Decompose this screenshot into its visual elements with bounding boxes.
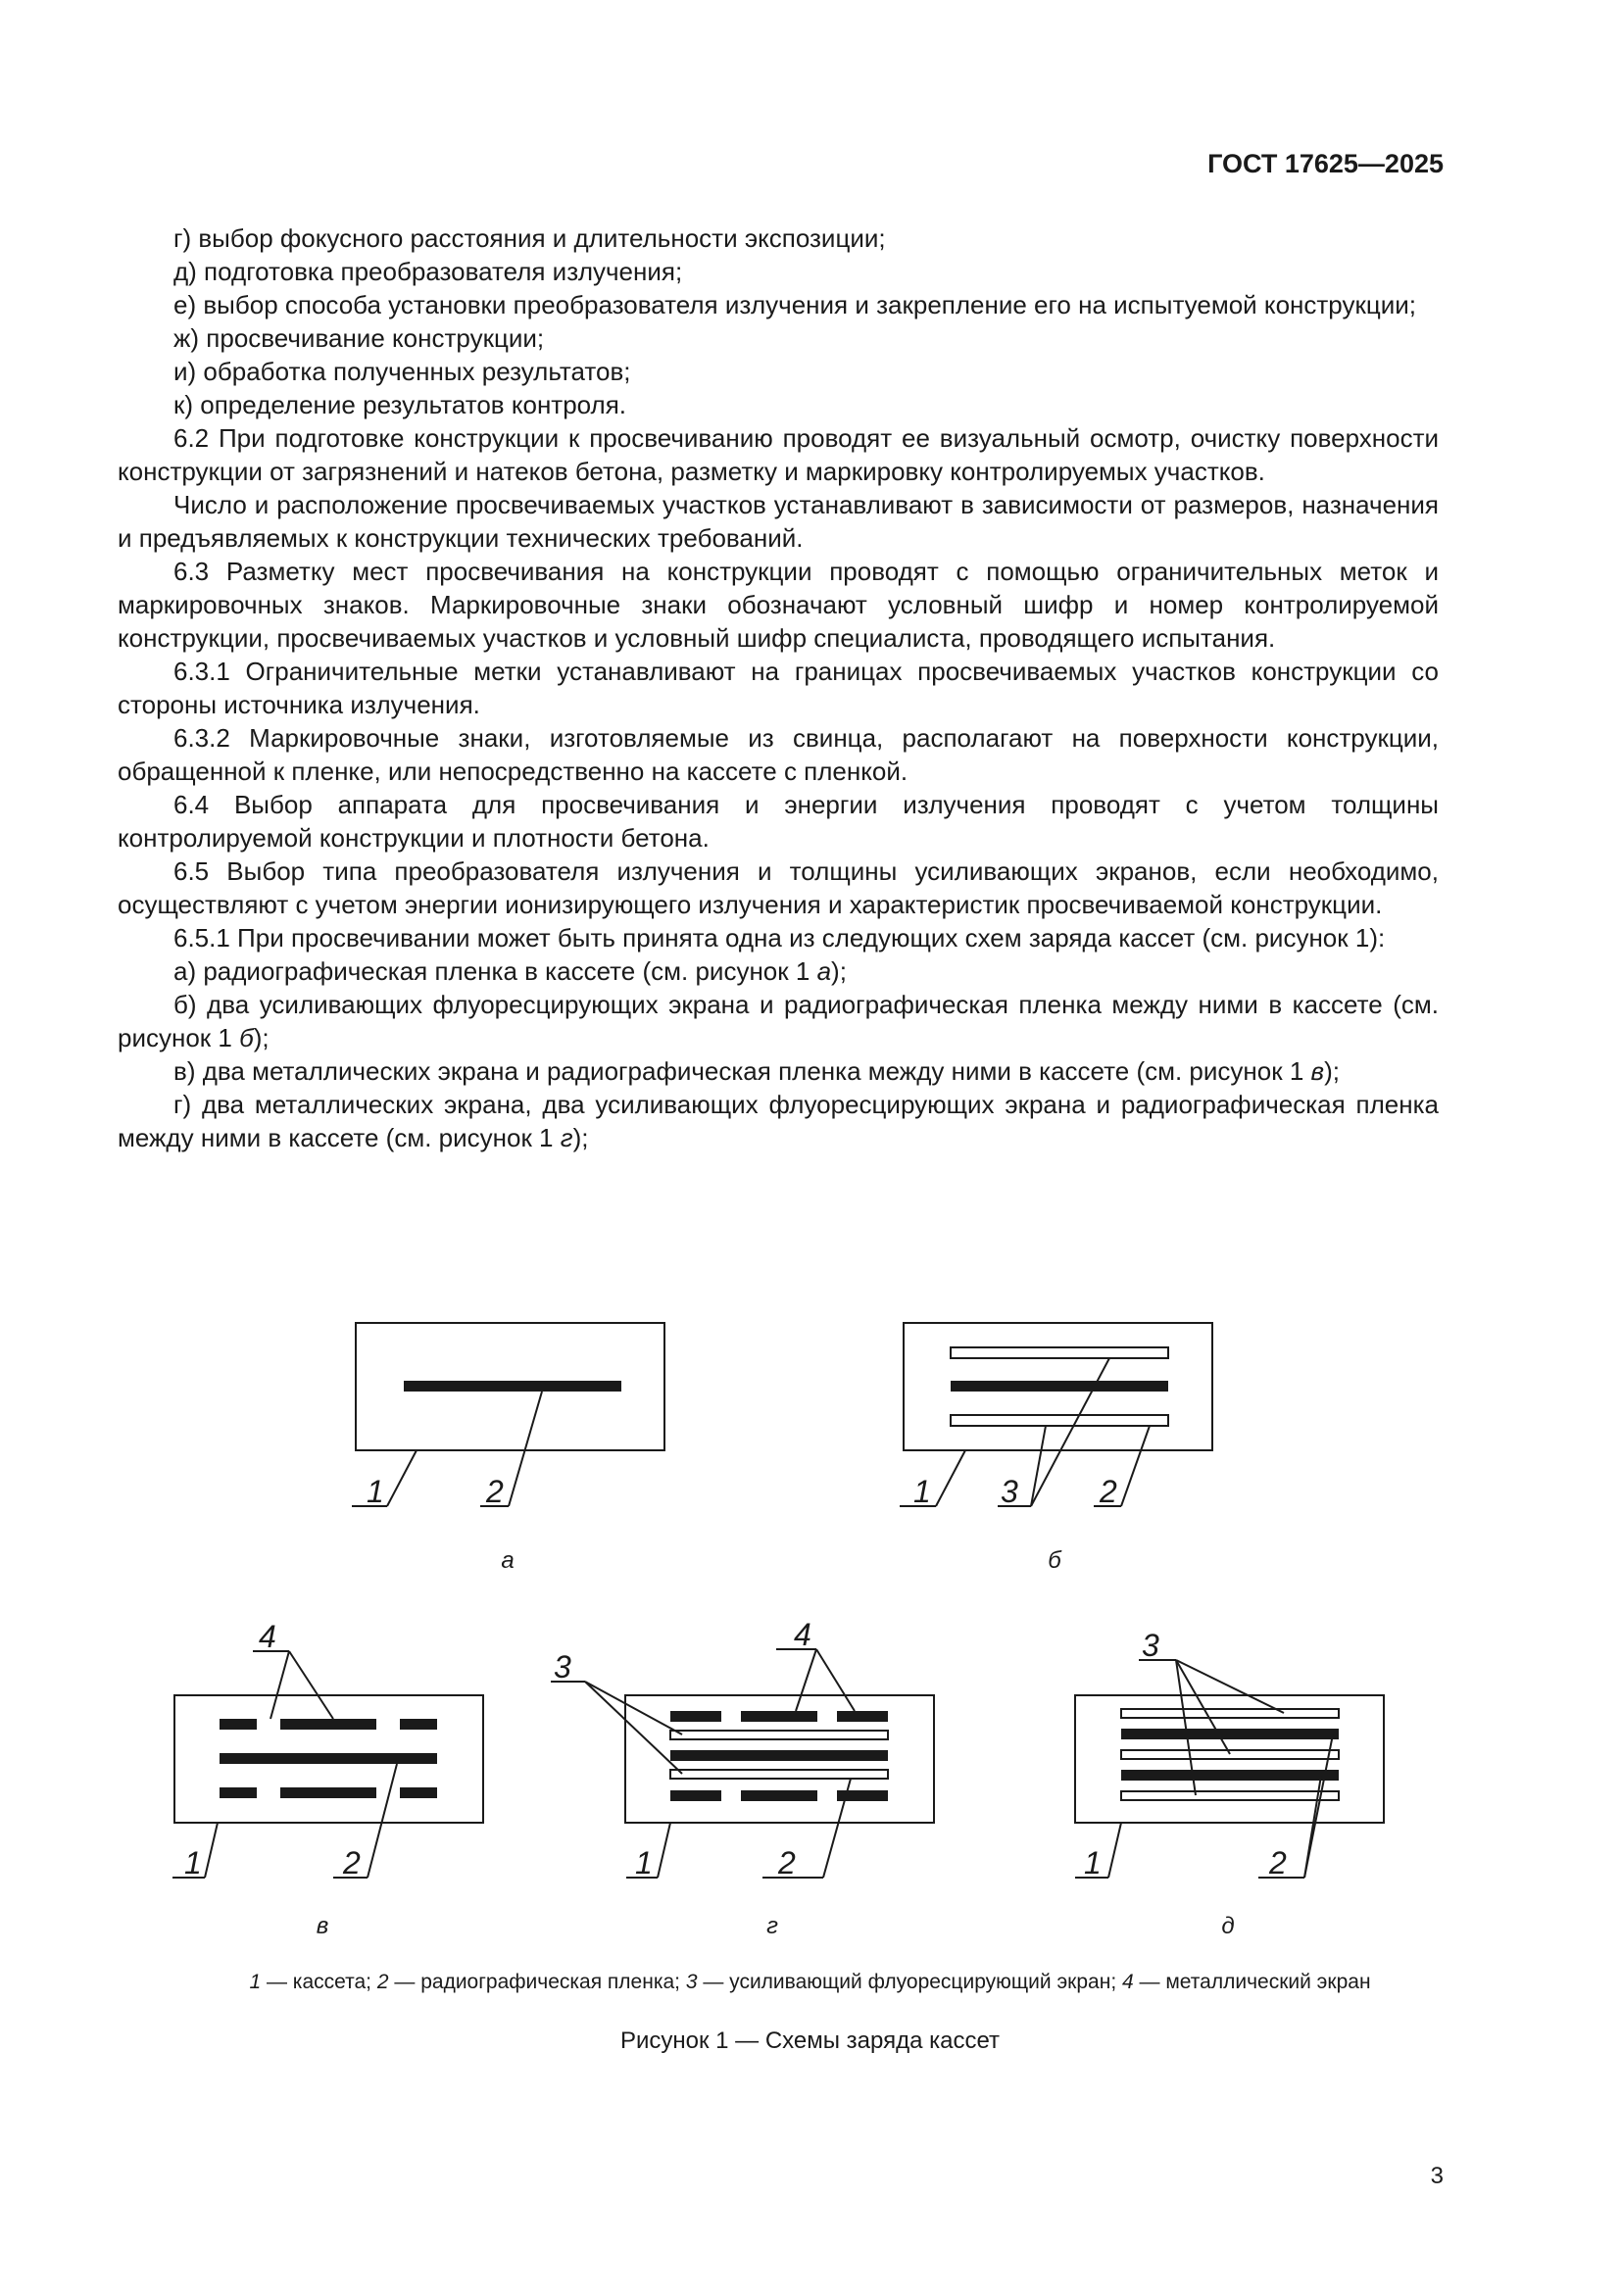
body-text [118,221,1439,1154]
sublabel-d: д [1221,1913,1235,1939]
leader-line [289,1651,333,1719]
metal-screen-segment [670,1711,721,1722]
label-cassette: 1 [913,1474,931,1509]
leader-line [368,1764,397,1878]
list-item-tail: ); [831,956,847,986]
diagram-v [172,1651,483,1878]
leader-line [658,1823,670,1878]
paragraph: 6.2 При подготовке конструкции к просвечиванию проводят ее визуальный осмотр, очистку поверхности конструкции от загрязнений и натеков бетона, разметку и маркировку контролируемых участков. [118,423,1439,486]
film-strip [670,1750,888,1761]
list-item-text: в) два металлических экрана и радиографическая пленка между ними в кассете (см. рисунок 1 [173,1056,1311,1086]
film-strip [404,1381,621,1392]
film-strip [1121,1729,1339,1739]
leader-line [1176,1660,1230,1754]
diagram-d [1075,1660,1384,1878]
leader-line [585,1682,682,1734]
legend-number: 3 [685,1971,698,1993]
leader-line [270,1651,289,1719]
cassette-outline [174,1695,483,1823]
paragraph: е) выбор способа установки преобразователя излучения и закрепление его на испытуемой конструкции; [173,290,1416,319]
list-item [118,954,1439,988]
metal-screen-segment [220,1787,257,1798]
paragraph: ж) просвечивание конструкции; [173,323,545,353]
leader-line [1304,1734,1333,1878]
metal-screen-segment [670,1790,721,1801]
metal-screen-segment [741,1711,817,1722]
metal-screen-segment [837,1711,888,1722]
list-item [118,1088,1439,1154]
metal-screen-segment [280,1787,376,1798]
screen-strip [1121,1791,1339,1800]
legend-text: — усиливающий флуоресцирующий экран; [697,1971,1122,1993]
document-header: ГОСТ 17625—2025 [1207,149,1444,178]
screen-strip [1121,1709,1339,1718]
figure-ref: г [560,1123,573,1152]
diagram-g [551,1649,934,1878]
leader-line [1176,1660,1196,1795]
metal-screen-segment [400,1787,437,1798]
page-number: 3 [1430,2163,1444,2189]
figure-ref: а [816,956,832,986]
leader-line [1121,1426,1150,1506]
legend-text: — радиографическая пленка; [388,1971,686,1993]
paragraph: д) подготовка преобразователя излучения; [173,257,683,286]
label-fluorescent-screen: 3 [554,1649,571,1685]
sublabel-a: а [501,1547,515,1574]
metal-screen-segment [837,1790,888,1801]
figure-caption: Рисунок 1 — Схемы заряда кассет [619,2027,1001,2054]
screen-strip [670,1731,888,1739]
paragraph: 6.3.2 Маркировочные знаки, изготовляемые из свинца, располагают на поверхности конструкции, обращенной к пленке, или непосредственно на кассете с пленкой. [118,723,1439,786]
legend-number: 2 [376,1971,389,1993]
figure-legend [0,1971,1620,1994]
leader-line [816,1649,855,1711]
sublabel-b: б [1048,1547,1061,1574]
diagram-b [900,1323,1212,1506]
label-cassette: 1 [367,1474,384,1509]
list-item [118,1054,1439,1088]
paragraph: Число и расположение просвечиваемых участков устанавливают в зависимости от размеров, назначения и предъявляемых к конструкции технических требований. [118,490,1439,553]
list-item-text: б) два усиливающих флуоресцирующих экрана и радиографическая пленка между ними в кассете (см. рисунок 1 [118,990,1439,1052]
diagram-a [352,1323,664,1506]
film-strip [951,1381,1168,1392]
leader-line [1108,1823,1121,1878]
label-metal-screen: 4 [794,1617,811,1652]
label-film: 2 [343,1845,361,1881]
label-film: 2 [1100,1474,1117,1509]
legend-text: — кассета; [261,1971,377,1993]
list-item-text: а) радиографическая пленка в кассете (см. рисунок 1 [173,956,817,986]
screen-strip [951,1415,1168,1426]
metal-screen-segment [400,1719,437,1730]
sublabel-v: в [316,1913,329,1939]
cassette-outline [904,1323,1212,1450]
label-film: 2 [778,1845,796,1881]
label-fluorescent-screen: 3 [1142,1628,1159,1663]
screen-strip [1121,1750,1339,1759]
list-item-text: г) два металлических экрана, два усиливающих флуоресцирующих экрана и радиографическая пленка между ними в кассете (см. рисунок 1 [118,1090,1439,1152]
leader-line [1304,1776,1321,1878]
leader-line [205,1823,218,1878]
paragraph: 6.3.1 Ограничительные метки устанавливают на границах просвечиваемых участков конструкции со стороны источника излучения. [118,657,1439,719]
paragraph: 6.5.1 При просвечивании может быть принята одна из следующих схем заряда кассет (см. рисунок 1): [173,923,1386,953]
legend-text: — металлический экран [1133,1971,1371,1993]
leader-line [1031,1358,1109,1506]
paragraph: 6.3 Разметку мест просвечивания на конструкции проводят с помощью ограничительных меток и маркировочных знаков. Маркировочные знаки обозначают условный шифр и номер контролируемой конструкции, просвечиваемых участков и условный шифр специалиста, проводящего испытания. [118,557,1439,653]
label-film: 2 [486,1474,504,1509]
screen-strip [670,1770,888,1779]
leader-line [1176,1660,1284,1713]
metal-screen-segment [220,1719,257,1730]
label-fluorescent-screen: 3 [1001,1474,1018,1509]
leader-line [936,1450,965,1506]
metal-screen-segment [741,1790,817,1801]
list-item-tail: ); [572,1123,589,1152]
paragraph: и) обработка полученных результатов; [173,357,631,386]
legend-number: 1 [249,1971,262,1993]
label-metal-screen: 4 [259,1619,276,1654]
sublabel-g: г [766,1913,778,1939]
screen-strip [951,1347,1168,1358]
film-strip [1121,1770,1339,1781]
figure-ref: в [1310,1056,1325,1086]
label-film: 2 [1269,1845,1287,1881]
leader-line [823,1779,851,1878]
leader-line [585,1682,682,1774]
paragraph: г) выбор фокусного расстояния и длительности экспозиции; [173,223,886,253]
figure-ref: б [239,1023,254,1052]
metal-screen-segment [280,1719,376,1730]
film-strip [220,1753,437,1764]
label-cassette: 1 [635,1845,653,1881]
cassette-outline [625,1695,934,1823]
leader-line [1031,1426,1046,1506]
label-cassette: 1 [184,1845,202,1881]
paragraph: 6.4 Выбор аппарата для просвечивания и энергии излучения проводят с учетом толщины контролируемой конструкции и плотности бетона. [118,790,1439,853]
label-cassette: 1 [1084,1845,1102,1881]
leader-line [387,1450,417,1506]
paragraph: к) определение результатов контроля. [173,390,627,419]
list-item-tail: ); [253,1023,270,1052]
leader-line [796,1649,816,1711]
list-item [118,988,1439,1054]
list-item-tail: ); [1324,1056,1340,1086]
cassette-outline [1075,1695,1384,1823]
paragraph: 6.5 Выбор типа преобразователя излучения и толщины усиливающих экранов, если необходимо, осуществляют с учетом энергии ионизирующего излучения и характеристик просвечиваемой конструкции. [118,856,1439,919]
legend-number: 4 [1122,1971,1134,1993]
leader-line [509,1392,542,1506]
cassette-outline [356,1323,664,1450]
